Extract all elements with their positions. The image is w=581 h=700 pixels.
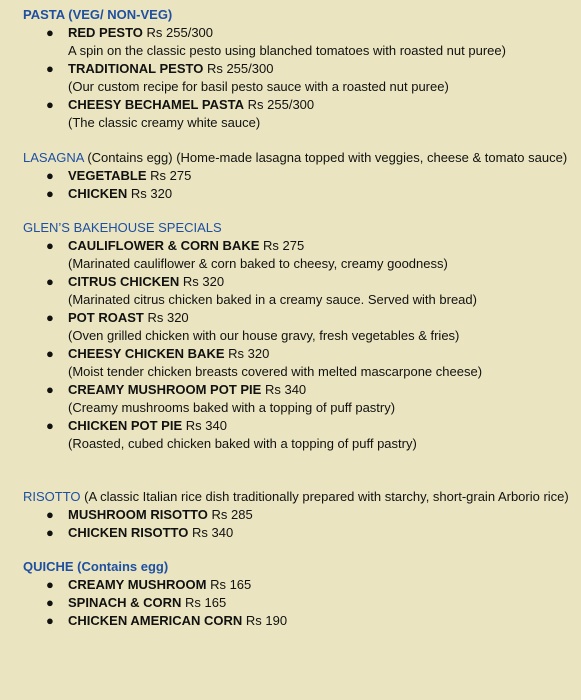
menu-item [23, 273, 569, 309]
spacer [23, 542, 569, 558]
item-price: Rs 320 [228, 346, 270, 361]
menu-item [23, 24, 569, 60]
item-description: (Marinated citrus chicken baked in a creamy sauce. Served with bread) [68, 292, 477, 307]
item-name: CHICKEN RISOTTO [68, 525, 189, 540]
bullet-icon: ● [46, 595, 54, 610]
item-price: Rs 340 [185, 418, 227, 433]
bullet-icon: ● [46, 577, 54, 592]
spacer [23, 132, 569, 149]
section-heading [23, 488, 569, 506]
menu-item [23, 594, 569, 612]
item-list-lasagna [23, 167, 569, 203]
bullet-icon: ● [46, 346, 54, 361]
bullet-icon: ● [46, 238, 54, 253]
section-heading [23, 6, 569, 24]
item-price: Rs 255/300 [247, 97, 315, 112]
item-description: A spin on the classic pesto using blanched tomatoes with roasted nut puree) [68, 43, 506, 58]
bullet-icon: ● [46, 418, 54, 433]
item-description: (The classic creamy white sauce) [68, 115, 261, 130]
item-price: Rs 340 [192, 525, 234, 540]
bullet-icon: ● [46, 613, 54, 628]
item-price: Rs 320 [147, 310, 189, 325]
item-name: CHEESY CHICKEN BAKE [68, 346, 225, 361]
item-price: Rs 190 [245, 613, 288, 628]
bullet-icon: ● [46, 186, 54, 201]
section-title-lasagna: LASAGNA [23, 150, 84, 165]
item-name: SPINACH & CORN [68, 595, 182, 610]
section-bakehouse [23, 219, 569, 453]
item-name: MUSHROOM RISOTTO [68, 507, 208, 522]
menu-item [23, 96, 569, 132]
item-description: (Moist tender chicken breasts covered with melted mascarpone cheese) [68, 364, 483, 379]
section-heading [23, 558, 569, 576]
item-name: CREAMY MUSHROOM POT PIE [68, 382, 262, 397]
menu-item [23, 417, 569, 453]
menu-item [23, 381, 569, 417]
item-description: (Roasted, cubed chicken baked with a topping of puff pastry) [68, 436, 417, 451]
bullet-icon: ● [46, 61, 54, 76]
item-name: CHICKEN POT PIE [68, 418, 183, 433]
menu-item [23, 612, 569, 630]
item-name: CHICKEN AMERICAN CORN [68, 613, 243, 628]
section-lasagna [23, 149, 569, 203]
item-description: (Oven grilled chicken with our house gravy, fresh vegetables & fries) [68, 328, 460, 343]
item-name: CHICKEN [68, 186, 128, 201]
bullet-icon: ● [46, 382, 54, 397]
item-price: Rs 275 [263, 238, 305, 253]
menu-item [23, 309, 569, 345]
bullet-icon: ● [46, 525, 54, 540]
menu-item [23, 506, 569, 524]
item-price: Rs 165 [185, 595, 227, 610]
item-description: (Marinated cauliflower & corn baked to cheesy, creamy goodness) [68, 256, 448, 271]
section-pasta [23, 6, 569, 132]
section-title-pasta: PASTA (VEG/ NON-VEG) [23, 7, 173, 22]
item-name: RED PESTO [68, 25, 143, 40]
item-description: (Creamy mushrooms baked with a topping of puff pastry) [68, 400, 396, 415]
section-title-quiche: QUICHE (Contains egg) [23, 559, 169, 574]
spacer [23, 203, 569, 219]
section-heading [23, 149, 569, 167]
menu-item [23, 576, 569, 594]
item-description: (Our custom recipe for basil pesto sauce with a roasted nut puree) [68, 79, 449, 94]
section-title-risotto: RISOTTO [23, 489, 81, 504]
section-title-bakehouse: GLEN’S BAKEHOUSE SPECIALS [23, 220, 222, 235]
item-price: Rs 340 [264, 382, 307, 397]
section-description: (Contains egg) (Home-made lasagna topped with veggies, cheese & tomato sauce) [87, 150, 568, 165]
item-name: CAULIFLOWER & CORN BAKE [68, 238, 260, 253]
bullet-icon: ● [46, 168, 54, 183]
section-quiche [23, 558, 569, 630]
item-name: TRADITIONAL PESTO [68, 61, 204, 76]
bullet-icon: ● [46, 507, 54, 522]
item-name: VEGETABLE [68, 168, 147, 183]
item-list-risotto [23, 506, 569, 542]
menu-item [23, 60, 569, 96]
item-price: Rs 285 [211, 507, 253, 522]
section-risotto [23, 488, 569, 542]
item-price: Rs 255/300 [206, 61, 274, 76]
item-price: Rs 320 [182, 274, 225, 289]
bullet-icon: ● [46, 97, 54, 112]
menu-item [23, 167, 569, 185]
bullet-icon: ● [46, 310, 54, 325]
menu-item [23, 345, 569, 381]
item-name: CREAMY MUSHROOM [68, 577, 207, 592]
item-price: Rs 255/300 [146, 25, 214, 40]
item-price: Rs 275 [150, 168, 192, 183]
item-price: Rs 320 [130, 186, 173, 201]
bullet-icon: ● [46, 274, 54, 289]
item-list-pasta [23, 24, 569, 132]
item-name: CHEESY BECHAMEL PASTA [68, 97, 245, 112]
item-price: Rs 165 [210, 577, 252, 592]
section-heading [23, 219, 569, 237]
bullet-icon: ● [46, 25, 54, 40]
menu-item [23, 237, 569, 273]
item-name: POT ROAST [68, 310, 144, 325]
item-list-bakehouse [23, 237, 569, 453]
section-description: (A classic Italian rice dish traditionally prepared with starchy, short-grain Arborio rice) [84, 489, 569, 504]
spacer [23, 453, 569, 488]
item-name: CITRUS CHICKEN [68, 274, 180, 289]
menu-item [23, 524, 569, 542]
item-list-quiche [23, 576, 569, 630]
menu-item [23, 185, 569, 203]
